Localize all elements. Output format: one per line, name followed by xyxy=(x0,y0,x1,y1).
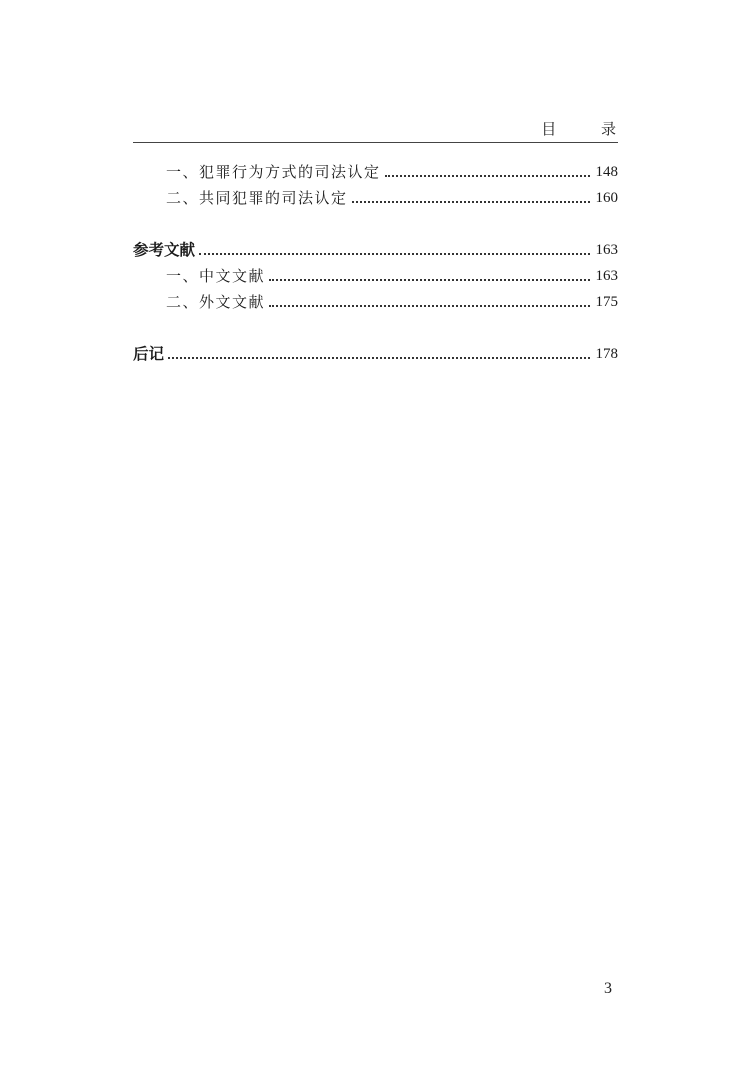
page-number: 3 xyxy=(604,980,612,997)
dot-leader xyxy=(199,253,589,255)
toc-entry-page: 163 xyxy=(595,268,618,284)
toc-entry-page: 175 xyxy=(595,294,618,310)
dot-leader xyxy=(269,279,589,281)
toc-entry-label: 二、外文文献 xyxy=(166,293,266,311)
toc-entry-label: 参考文献 xyxy=(133,241,196,259)
toc-entry[interactable] xyxy=(133,236,618,260)
toc-entry[interactable] xyxy=(133,340,618,364)
toc-entry-label: 一、犯罪行为方式的司法认定 xyxy=(166,163,381,181)
running-header-title: 目 录 xyxy=(541,120,636,138)
toc-entry-label: 二、共同犯罪的司法认定 xyxy=(166,189,348,207)
toc-entry[interactable] xyxy=(133,184,618,208)
toc-entry-page: 178 xyxy=(595,346,618,362)
toc-entry-label: 后记 xyxy=(133,345,165,363)
toc-entry[interactable] xyxy=(133,158,618,182)
dot-leader xyxy=(269,305,589,307)
dot-leader xyxy=(168,357,589,359)
toc-entry-label: 一、中文文献 xyxy=(166,267,266,285)
toc-entry-page: 148 xyxy=(595,164,618,180)
dot-leader xyxy=(385,175,590,177)
toc-entry[interactable] xyxy=(133,288,618,312)
dot-leader xyxy=(352,201,590,203)
toc-entry-page: 163 xyxy=(595,242,618,258)
toc-entry[interactable] xyxy=(133,262,618,286)
running-header xyxy=(133,112,636,143)
toc-entry-page: 160 xyxy=(595,190,618,206)
